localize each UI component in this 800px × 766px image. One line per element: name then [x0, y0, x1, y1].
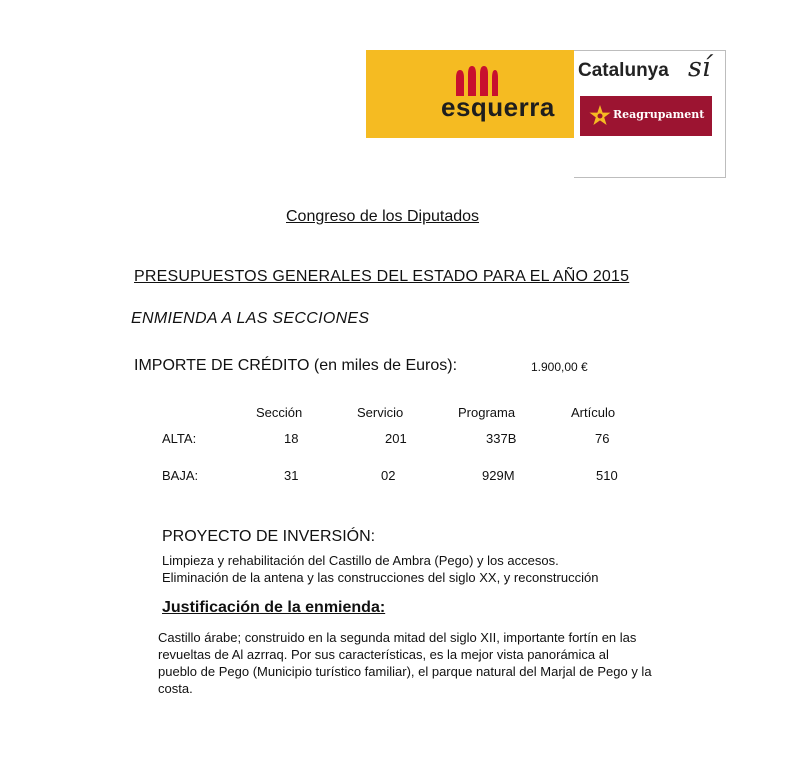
reagrupament-logo [580, 96, 712, 136]
cell-programa: 929M [482, 468, 515, 483]
header-programa: Programa [458, 405, 516, 420]
justificacion-line: Castillo árabe; construido en la segunda mitad del siglo XII, importante fortín en las [158, 630, 637, 645]
proyecto-line: Eliminación de la antena y las construcciones del siglo XX, y reconstrucción [162, 570, 599, 585]
header-seccion: Sección [256, 405, 303, 420]
justificacion-heading: Justificación de la enmienda: [162, 599, 386, 616]
row-label: ALTA: [162, 431, 197, 446]
star-icon [588, 104, 612, 128]
esquerra-logo-text: esquerra [441, 92, 555, 122]
cell-servicio: 02 [381, 468, 396, 483]
catalunya-logo-text: Catalunya [578, 60, 669, 81]
cell-seccion: 18 [284, 431, 299, 446]
cell-articulo: 510 [596, 468, 618, 483]
document-subtitle: ENMIENDA A LAS SECCIONES [131, 310, 370, 327]
importe-label: IMPORTE DE CRÉDITO (en miles de Euros): [134, 357, 458, 374]
cell-articulo: 76 [595, 431, 610, 446]
proyecto-heading: PROYECTO DE INVERSIÓN: [162, 528, 376, 545]
esquerra-logo [366, 50, 574, 138]
justificacion-line: pueblo de Pego (Municipio turístico familiar), el parque natural del Marjal de Pego y la [158, 664, 652, 679]
importe-value: 1.900,00 € [531, 360, 588, 374]
institution-title: Congreso de los Diputados [286, 208, 480, 225]
justificacion-line: costa. [158, 681, 193, 696]
reagrupament-logo-text: Reagrupament [613, 108, 705, 121]
row-label: BAJA: [162, 468, 199, 483]
cell-programa: 337B [486, 431, 517, 446]
justificacion-line: revueltas de Al azrraq. Por sus características, es la mejor vista panorámica al [158, 647, 609, 662]
cell-seccion: 31 [284, 468, 299, 483]
catalunya-si-text: sí [688, 52, 711, 83]
header-servicio: Servicio [357, 405, 404, 420]
document-title: PRESUPUESTOS GENERALES DEL ESTADO PARA EL AÑO 2015 [134, 268, 630, 285]
cell-servicio: 201 [385, 431, 407, 446]
header-articulo: Artículo [571, 405, 616, 420]
proyecto-line: Limpieza y rehabilitación del Castillo de Ambra (Pego) y los accesos. [162, 553, 559, 568]
